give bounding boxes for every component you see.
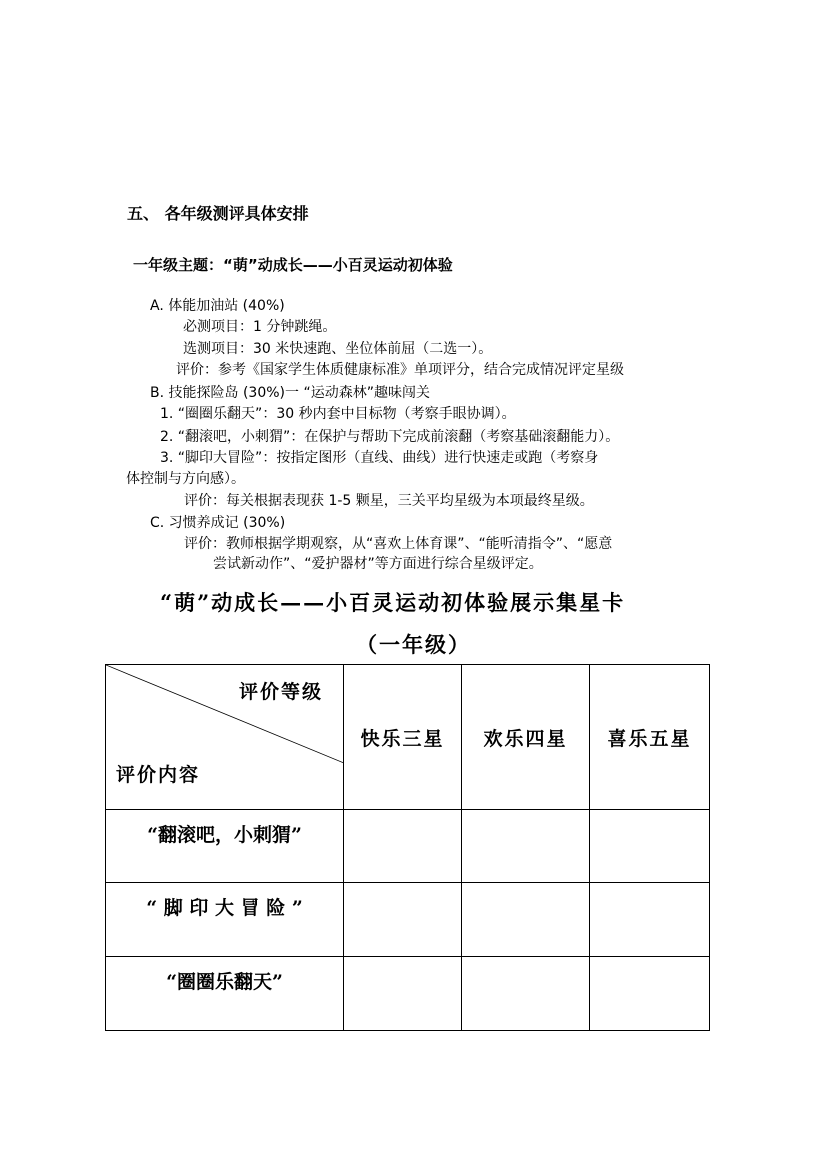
item-c-evaluation: 评价：教师根据学期观察，从“喜欢上体育课”、“能听清指令”、“愿意 [184, 536, 613, 552]
star-cell[interactable] [344, 883, 462, 957]
item-b-step: 2. “翻滚吧，小刺猬”：在保护与帮助下完成前滚翻（考察基础滚翻能力）。 [160, 429, 620, 445]
table-header-row [106, 665, 710, 810]
star-cell[interactable] [344, 810, 462, 883]
star-cell[interactable] [590, 810, 710, 883]
item-b-step: 1. “圈圈乐翻天”：30 秒内套中目标物（考察手眼协调）。 [160, 406, 516, 422]
row-label: “ 脚 印 大 冒 险 ” [106, 883, 344, 957]
column-header: 快乐三星 [344, 665, 462, 810]
item-b-step-continued: 体控制与方向感）。 [126, 471, 245, 487]
star-cell[interactable] [462, 810, 590, 883]
corner-bottom-label: 评价内容 [116, 764, 201, 786]
table-row [106, 883, 710, 957]
star-cell[interactable] [590, 957, 710, 1031]
item-b-step: 3. “脚印大冒险”：按指定图形（直线、曲线）进行快速走或跑（考察身 [160, 450, 599, 466]
star-cell[interactable] [462, 957, 590, 1031]
column-header: 喜乐五星 [590, 665, 710, 810]
corner-cell [106, 665, 344, 810]
item-c-title: C. 习惯养成记 (30%) [150, 515, 286, 531]
item-c-evaluation-continued: 尝试新动作”、“爱护器材”等方面进行综合星级评定。 [213, 556, 543, 572]
star-card-table [105, 664, 710, 1031]
item-a-title: A. 体能加油站 (40%) [150, 298, 285, 314]
item-b-evaluation: 评价：每关根据表现获 1-5 颗星，三关平均星级为本项最终星级。 [184, 493, 594, 509]
item-b-title: B. 技能探险岛 (30%)一 “运动森林”趣味闯关 [150, 385, 430, 401]
grade-theme: 一年级主题：“萌”动成长——小百灵运动初体验 [133, 256, 453, 274]
table-row [106, 810, 710, 883]
item-a-evaluation: 评价：参考《国家学生体质健康标准》单项评分，结合完成情况评定星级 [176, 362, 624, 378]
star-cell[interactable] [344, 957, 462, 1031]
row-label: “圈圈乐翻天” [106, 957, 344, 1031]
star-cell[interactable] [590, 883, 710, 957]
corner-top-label: 评价等级 [238, 681, 323, 703]
item-a-optional: 选测项目：30 米快速跑、坐位体前屈（二选一）。 [183, 341, 493, 357]
star-cell[interactable] [462, 883, 590, 957]
section-heading: 五、 各年级测评具体安排 [127, 204, 309, 223]
card-title: “萌”动成长——小百灵运动初体验展示集星卡 [160, 590, 626, 615]
column-header: 欢乐四星 [462, 665, 590, 810]
table-row [106, 957, 710, 1031]
item-a-required: 必测项目：1 分钟跳绳。 [183, 319, 337, 335]
row-label: “翻滚吧，小刺猬” [106, 810, 344, 883]
card-subtitle: （一年级） [356, 632, 471, 657]
